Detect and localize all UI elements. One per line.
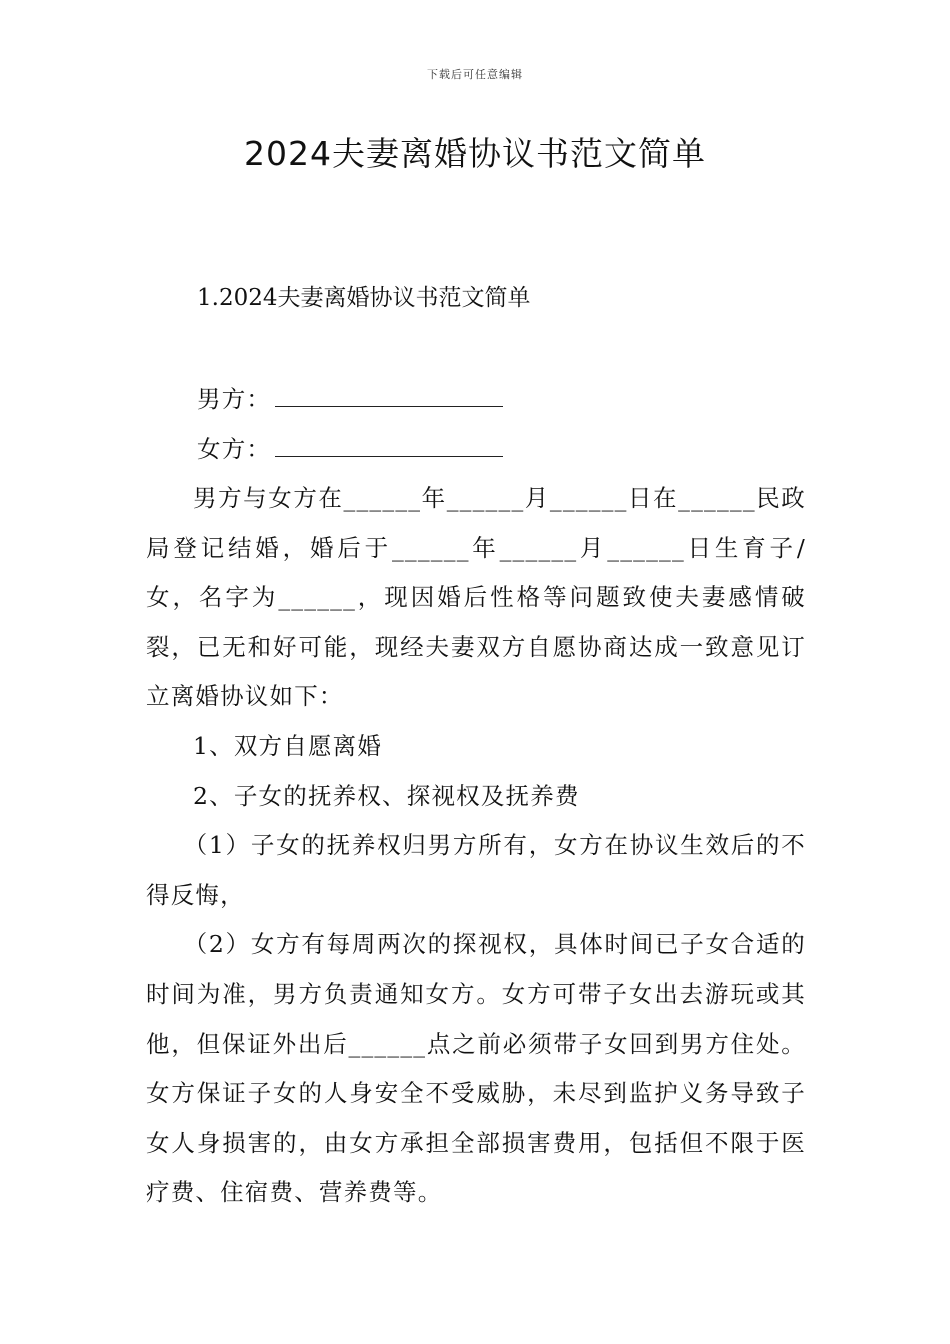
- male-party-label: 男方：: [197, 385, 272, 413]
- clause-2-sub-2: （2）女方有每周两次的探视权，具体时间已子女合适的时间为准，男方负责通知女方。女方可带子女出去游玩或其他，但保证外出后______点之前必须带子女回到男方住处。女方保证子女的人身安全不受威胁，未尽到监护义务导致子女人身损害的，由女方承担全部损害费用，包括但不限于医疗费、住宿费、营养费等。: [146, 930, 806, 1207]
- female-party-line: [197, 425, 503, 474]
- intro-paragraph: 男方与女方在______年______月______日在______民政局登记结婚，婚后于______年______月______日生育子/女，名字为______，现因婚后性格等问题致使夫妻感情破裂，已无和好可能，现经夫妻双方自愿协商达成一致意见订立离婚协议如下：: [146, 484, 806, 711]
- section-heading: 1.2024夫妻离婚协议书范文简单: [197, 285, 531, 311]
- female-party-blank: [275, 432, 503, 457]
- male-party-blank: [275, 382, 503, 407]
- female-party-label: 女方：: [197, 435, 272, 463]
- clause-2: 2、子女的抚养权、探视权及抚养费: [193, 781, 580, 810]
- document-title: 2024夫妻离婚协议书范文简单: [244, 134, 706, 173]
- header-note: 下载后可任意编辑: [427, 68, 523, 81]
- agreement-body: [146, 474, 806, 1218]
- clause-1: 1、双方自愿离婚: [193, 731, 383, 760]
- male-party-line: [197, 375, 503, 424]
- clause-2-sub-1: （1）子女的抚养权归男方所有，女方在协议生效后的不得反悔，: [146, 831, 806, 909]
